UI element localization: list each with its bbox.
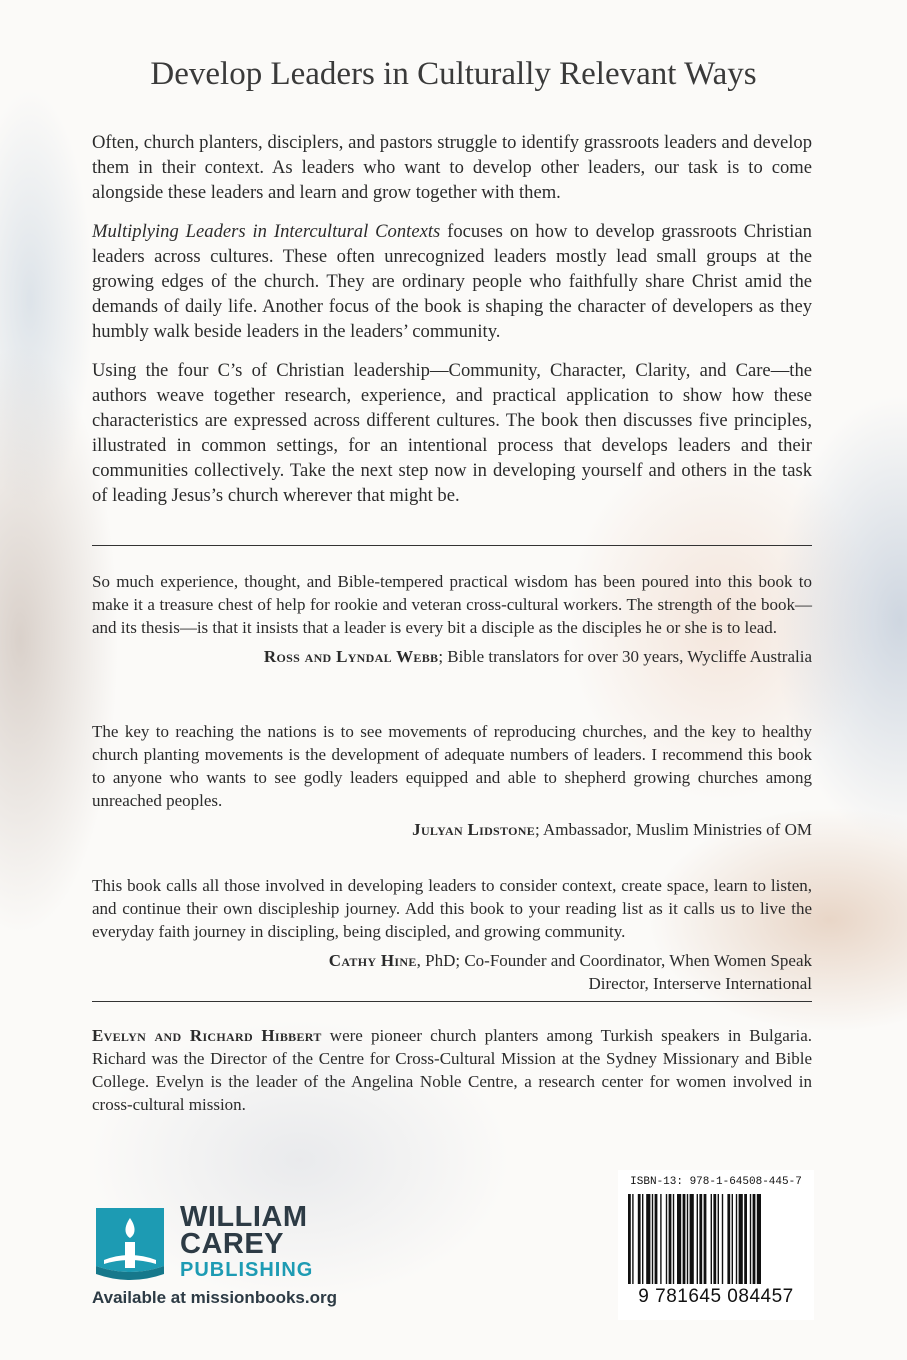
barcode-bar	[628, 1194, 631, 1284]
endorsement-3-role-2: Director, Interserve International	[588, 974, 812, 993]
barcode-bar	[690, 1194, 694, 1284]
availability-text: Available at missionbooks.org	[92, 1288, 337, 1307]
endorsement-1-text: So much experience, thought, and Bible-tempered practical wisdom has been poured into this book to make it a treasure chest of help for rookie and veteran cross-cultural workers. The strength of the book—and its thesis—is that it insists that a leader is every bit a disciple as the disciples he or she is to lead.	[92, 572, 812, 637]
barcode-bar	[660, 1194, 661, 1284]
endorsement-2-role: ; Ambassador, Muslim Ministries of OM	[535, 820, 812, 839]
barcode-bar	[750, 1194, 751, 1284]
author-bio-body: were pioneer church planters among Turkish speakers in Bulgaria. Richard was the Director of the Centre for Cross-Cultural Mission at the Sydney Missionary and Bible College. Evelyn is the leader of the Angelina Noble Centre, a research center for women involved in cross-cultural mission.	[92, 1026, 812, 1114]
endorsement-1	[92, 570, 812, 668]
isbn-barcode	[618, 1170, 814, 1320]
barcode-bar	[652, 1194, 653, 1284]
barcode-bar	[699, 1194, 702, 1284]
barcode-bar	[727, 1194, 730, 1284]
barcode-bar	[713, 1194, 716, 1284]
barcode-bar	[683, 1194, 686, 1284]
author-bio-text	[92, 1024, 812, 1116]
publisher-name	[180, 1201, 440, 1282]
barcode-bar	[718, 1194, 719, 1284]
barcode-bar	[744, 1194, 747, 1284]
endorsement-3	[92, 874, 812, 995]
publisher-line-2: CAREY	[180, 1228, 285, 1260]
endorsement-3-role: , PhD; Co-Founder and Coordinator, When Women Speak	[416, 951, 812, 970]
barcode-bar	[697, 1194, 698, 1284]
publisher-line-3: PUBLISHING	[180, 1259, 314, 1281]
page-title: Develop Leaders in Culturally Relevant Ways	[150, 56, 757, 92]
isbn-label: ISBN-13: 978-1-64508-445-7	[630, 1176, 802, 1188]
description-paragraph-2-text: focuses on how to develop grassroots Christian leaders across cultures. These often unrecognized leaders mostly lead small groups at the growing edges of the church. They are ordinary people who faithfully share Christ amid the demands of daily life. Another focus of the book is shaping the character of developers as they humbly walk beside leaders in the leaders’ community.	[92, 221, 812, 342]
barcode-bar	[669, 1194, 672, 1284]
author-bio	[92, 1024, 812, 1116]
endorsement-2-text: The key to reaching the nations is to see movements of reproducing churches, and the key to healthy church planting movements is the development of adequate numbers of leaders. I recommend this book to anyone who wants to see godly leaders equipped and able to shepherd growing churches among unreached peoples.	[92, 722, 812, 810]
barcode-bar	[739, 1194, 743, 1284]
description-paragraph-1: Often, church planters, disciplers, and pastors struggle to identify grassroots leaders and develop them in their context. As leaders who want to develop other leaders, our task is to come alongside these leaders and learn and grow together with them.	[92, 132, 812, 203]
publisher-line-1: WILLIAM	[180, 1201, 308, 1233]
description-paragraph-3: Using the four C’s of Christian leadership—Community, Character, Clarity, and Care—the authors weave together research, experience, and practical application to show how these characteristics are expressed across different cultures. The book then discusses five principles, illustrated in common settings, for an intentional process that develops leaders and their communities collectively. Take the next step now in developing yourself and others in the task of leading Jesus’s church wherever that might be.	[92, 360, 812, 506]
endorsement-2-attribution	[92, 818, 812, 841]
divider-bottom	[92, 1001, 812, 1002]
barcode-bar	[711, 1194, 712, 1284]
barcode-bar	[722, 1194, 723, 1284]
endorsement-2-name: Julyan Lidstone	[412, 820, 535, 839]
barcode-bar	[704, 1194, 707, 1284]
barcode-bar	[646, 1194, 650, 1284]
endorsement-1-role: ; Bible translators for over 30 years, Wycliffe Australia	[438, 647, 812, 666]
endorsement-2	[92, 720, 812, 841]
endorsement-1-attribution	[92, 645, 812, 668]
barcode-bar	[666, 1194, 667, 1284]
barcode-bar	[642, 1194, 643, 1284]
author-names: Evelyn and Richard Hibbert	[92, 1026, 322, 1045]
description	[92, 130, 812, 522]
barcode-bar	[753, 1194, 756, 1284]
barcode-bars	[622, 1194, 810, 1286]
endorsement-3-name: Cathy Hine	[328, 951, 417, 970]
divider-top	[92, 545, 812, 546]
barcode-bar	[677, 1194, 681, 1284]
endorsement-1-name: Ross and Lyndal Webb	[263, 647, 439, 666]
candle-book-logo-icon	[92, 1204, 168, 1284]
endorsement-3-attribution	[92, 949, 812, 972]
barcode-bar	[687, 1194, 688, 1284]
barcode-bar	[757, 1194, 761, 1284]
barcode-bar	[673, 1194, 674, 1284]
barcode-bar	[732, 1194, 733, 1284]
barcode-bar	[655, 1194, 658, 1284]
endorsement-3-text: This book calls all those involved in developing leaders to consider context, create space, learn to listen, and continue their own discipleship journey. Add this book to your reading list as it calls us to live the everyday faith journey in discipling, being discipled, and growing community.	[92, 876, 812, 941]
description-paragraph-2	[92, 219, 812, 344]
barcode-bar	[632, 1194, 633, 1284]
barcode-bar	[736, 1194, 737, 1284]
barcode-bar	[638, 1194, 641, 1284]
barcode-digits: 9 781645 084457	[638, 1286, 794, 1307]
book-title-italic: Multiplying Leaders in Intercultural Contexts	[92, 221, 441, 242]
